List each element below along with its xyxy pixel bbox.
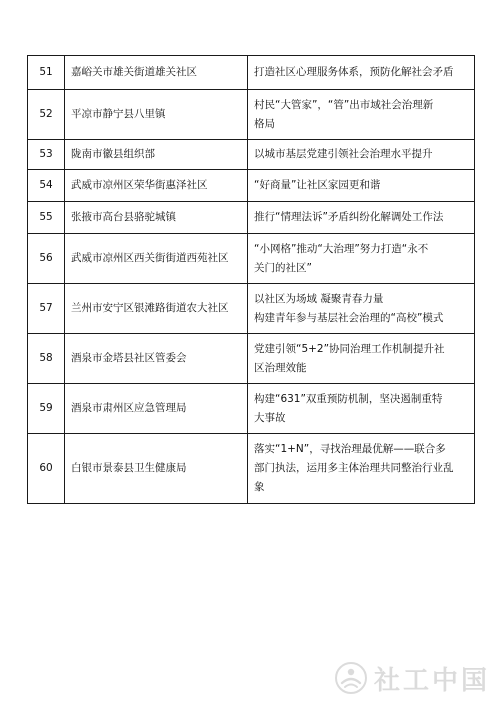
row-title: [248, 284, 475, 334]
row-title-line: 打造社区心理服务体系，预防化解社会矛盾: [254, 66, 454, 78]
table-row: [28, 140, 475, 170]
row-unit: 酒泉市金塔县社区管委会: [65, 334, 248, 384]
row-number: 56: [28, 234, 65, 284]
row-title-line: 村民“大管家”，“管”出市域社会治理新: [254, 98, 434, 111]
row-title-line: 部门执法，运用多主体治理共同整治行业乱: [254, 462, 454, 474]
row-unit: 武威市凉州区荣华街惠泽社区: [65, 170, 248, 202]
table-row: [28, 384, 475, 434]
row-number: 51: [28, 56, 65, 90]
row-unit: 白银市景泰县卫生健康局: [65, 434, 248, 504]
records-table-body: [28, 56, 475, 504]
row-title: [248, 334, 475, 384]
row-title: [248, 140, 475, 170]
table-row: [28, 434, 475, 504]
row-title-line: 党建引领“5+2”协同治理工作机制提升社: [254, 342, 445, 355]
row-number: 52: [28, 90, 65, 140]
row-title: [248, 384, 475, 434]
table-row: [28, 334, 475, 384]
table-row: [28, 90, 475, 140]
table-row: [28, 170, 475, 202]
row-title: [248, 170, 475, 202]
row-title-line: 构建青年参与基层社会治理的“高校”模式: [254, 311, 444, 324]
table-row: [28, 234, 475, 284]
row-title: [248, 434, 475, 504]
watermark: [330, 658, 490, 698]
records-table: [27, 55, 475, 504]
row-unit: 张掖市高台县骆驼城镇: [65, 202, 248, 234]
row-title-line: 区治理效能: [254, 361, 307, 374]
row-title-line: “好商量”让社区家园更和谐: [254, 179, 381, 191]
row-number: 58: [28, 334, 65, 384]
row-title-line: 大事故: [254, 411, 286, 424]
row-title-line: 构建“631”双重预防机制，坚决遏制重特: [254, 392, 443, 405]
row-number: 60: [28, 434, 65, 504]
table-row: [28, 56, 475, 90]
row-title-line: 关门的社区”: [254, 261, 312, 274]
row-title-line: 格局: [254, 117, 275, 130]
row-number: 59: [28, 384, 65, 434]
row-title: [248, 202, 475, 234]
row-title: [248, 90, 475, 140]
row-title: [248, 234, 475, 284]
watermark-text: 社工中国: [373, 665, 490, 696]
row-number: 55: [28, 202, 65, 234]
table-row: [28, 284, 475, 334]
row-title-line: 推行“情理法诉”矛盾纠纷化解调处工作法: [254, 211, 444, 223]
row-number: 57: [28, 284, 65, 334]
person-hands-logo-icon: [334, 661, 368, 695]
row-title-line: 以社区为场域 凝聚青春力量: [254, 292, 384, 305]
row-unit: 嘉峪关市雄关街道雄关社区: [65, 56, 248, 90]
row-number: 54: [28, 170, 65, 202]
row-title-line: 象: [254, 481, 265, 493]
row-unit: 酒泉市肃州区应急管理局: [65, 384, 248, 434]
row-unit: 兰州市安宁区银滩路街道农大社区: [65, 284, 248, 334]
row-unit: 武威市凉州区西关街街道西苑社区: [65, 234, 248, 284]
row-unit: 平凉市静宁县八里镇: [65, 90, 248, 140]
row-number: 53: [28, 140, 65, 170]
row-title-line: “小网格”推动“大治理”努力打造“永不: [254, 242, 429, 255]
row-title-line: 落实“1+N”，寻找治理最优解——联合多: [254, 443, 446, 455]
row-title: [248, 56, 475, 90]
row-title-line: 以城市基层党建引领社会治理水平提升: [254, 148, 433, 160]
row-unit: 陇南市徽县组织部: [65, 140, 248, 170]
table-row: [28, 202, 475, 234]
